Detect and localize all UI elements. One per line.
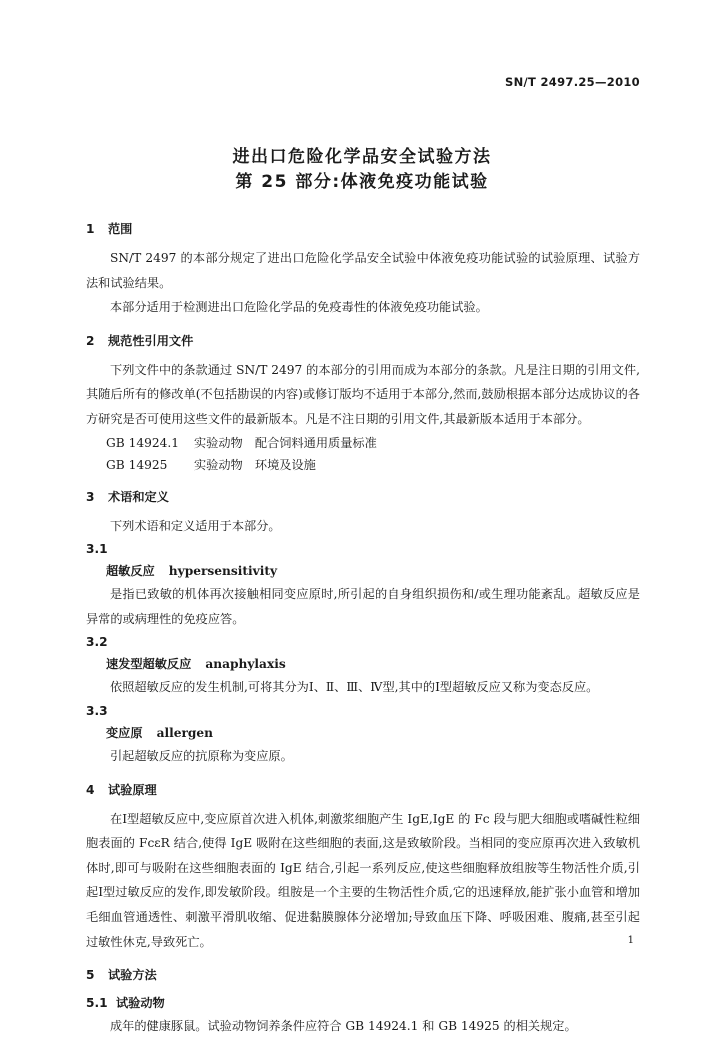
section-1-paragraph-1: SN/T 2497 的本部分规定了进出口危险化学品安全试验中体液免疫功能试验的试验原理、试验方法和试验结果。 [86, 251, 640, 290]
term-zh: 速发型超敏反应 [106, 657, 192, 672]
section-3-heading [86, 486, 640, 508]
section-5-heading [86, 964, 640, 986]
section-title: 术语和定义 [108, 489, 169, 504]
section-title: 范围 [108, 222, 133, 236]
term-heading [86, 722, 640, 744]
document-title: 进出口危险化学品安全试验方法 [232, 147, 492, 167]
section-number: 4 [86, 782, 95, 797]
section-title: 规范性引用文件 [108, 333, 194, 348]
subsection-title: 试验动物 [116, 996, 165, 1011]
term-heading [86, 560, 640, 582]
section-1-paragraph-2: 本部分适用于检测进出口危险化学品的免疫毒性的体液免疫功能试验。 [110, 300, 488, 315]
section-3-intro: 下列术语和定义适用于本部分。 [110, 518, 281, 533]
section-2-paragraph-1: 下列文件中的条款通过 SN/T 2497 的本部分的引用而成为本部分的条款。凡是注日期的引用文件,其随后所有的修改单(不包括勘误的内容)或修订版均不适用于本部分,然而,鼓励根据本部分达成协议的各方研究是否可使用这些文件的最新版本。凡是不注日期的引用文件,其最新版本适用于本部分。 [86, 362, 640, 426]
section-number: 1 [86, 222, 95, 236]
term-definition: 是指已致敏的机体再次接触相同变应原时,所引起的自身组织损伤和/或生理功能紊乱。超敏反应是异常的或病理性的免疫应答。 [86, 587, 640, 626]
term-en: allergen [156, 725, 214, 740]
normative-reference [86, 432, 640, 454]
section-title: 试验原理 [108, 782, 157, 797]
term-zh: 超敏反应 [106, 564, 155, 579]
term-definition: 依照超敏反应的发生机制,可将其分为Ⅰ、Ⅱ、Ⅲ、Ⅳ型,其中的Ⅰ型超敏反应又称为变态反应。 [110, 680, 599, 695]
document-subtitle: 第 25 部分:体液免疫功能试验 [235, 172, 489, 192]
normative-reference [86, 454, 640, 476]
section-4-paragraph-1: 在Ⅰ型超敏反应中,变应原首次进入机体,刺激浆细胞产生 IgE,IgE 的 Fc 段与肥大细胞或嗜碱性粒细胞表面的 FcεR 结合,使得 IgE 吸附在这些细胞的表面,这是致敏阶段。当相同的变应原再次进入致敏机体时,即可与吸附在这些细胞表面的 IgE 结合,引起一系列反应,使这些细胞释放组胺等生物活性介质,引起Ⅰ型过敏反应的发作,即发敏阶段。组胺是一个主要的生物活性介质,它的迅速释放,能扩张小血管和增加毛细血管通透性、刺激平滑肌收缩、促进黏膜腺体分泌增加;导致血压下降、呼吸困难、腹痛,甚至引起过敏性休克,导致死亡。 [86, 811, 640, 949]
section-1-heading [86, 218, 640, 240]
document-body [86, 218, 640, 1039]
reference-code: GB 14924.1 [106, 435, 179, 450]
section-4-heading [86, 779, 640, 801]
page-number: 1 [627, 935, 634, 946]
subsection-5-1-heading [86, 992, 640, 1014]
section-2-heading [86, 330, 640, 352]
section-title: 试验方法 [108, 968, 157, 983]
subsection-number: 5.1 [86, 996, 108, 1011]
term-definition: 引起超敏反应的抗原称为变应原。 [110, 748, 293, 763]
term-number: 3.3 [86, 703, 108, 718]
term-zh: 变应原 [106, 725, 143, 740]
section-number: 2 [86, 333, 95, 348]
reference-title: 实验动物 环境及设施 [194, 457, 316, 472]
term-heading [86, 653, 640, 675]
subsection-5-1-paragraph-1: 成年的健康豚鼠。试验动物饲养条件应符合 GB 14924.1 和 GB 14925 的相关规定。 [110, 1019, 577, 1034]
reference-title: 实验动物 配合饲料通用质量标准 [194, 435, 377, 450]
term-number: 3.1 [86, 542, 108, 557]
term-en: hypersensitivity [168, 564, 278, 579]
reference-code: GB 14925 [106, 457, 168, 472]
section-number: 5 [86, 968, 95, 983]
standard-number: SN/T 2497.25—2010 [505, 75, 640, 89]
term-number: 3.2 [86, 635, 108, 650]
section-number: 3 [86, 489, 95, 504]
term-en: anaphylaxis [205, 657, 286, 672]
